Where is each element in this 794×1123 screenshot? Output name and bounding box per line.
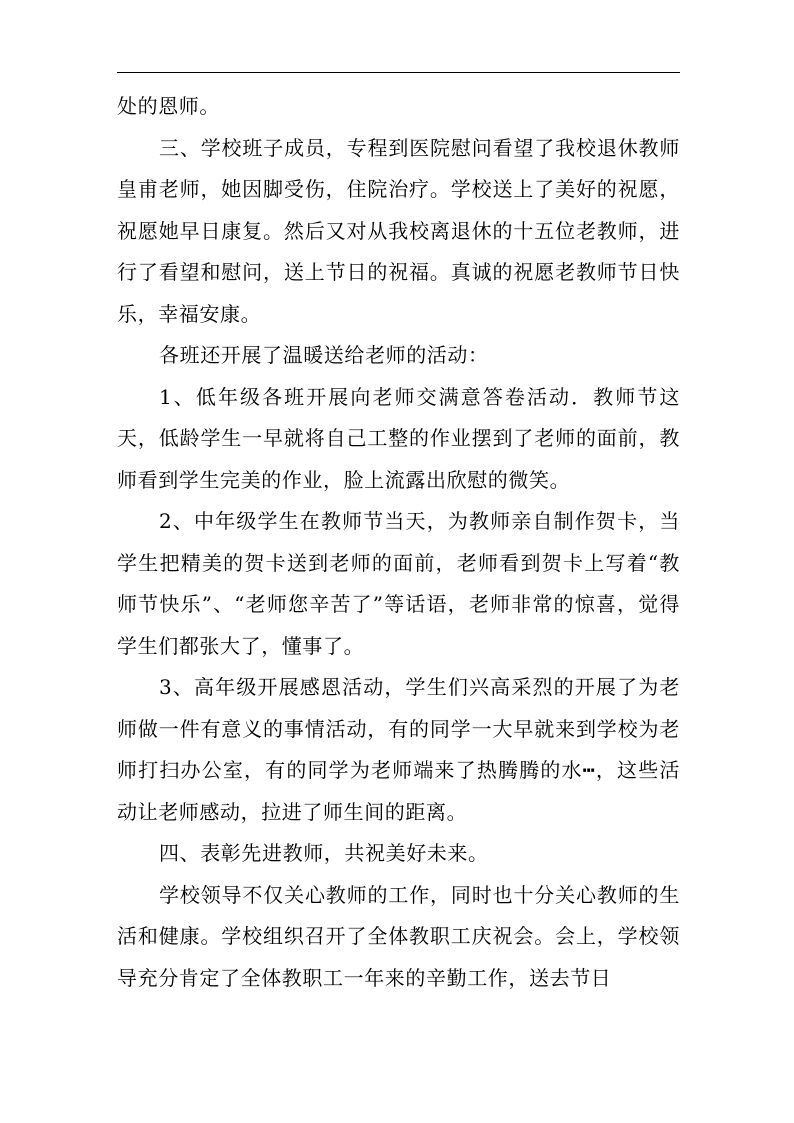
paragraph: 三、学校班子成员，专程到医院慰问看望了我校退休教师皇甫老师，她因脚受伤，住院治疗。学校送上了美好的祝愿，祝愿她早日康复。然后又对从我校离退休的十五位老教师，进行了看望和慰问，送上节日的祝福。真诚的祝愿老教师节日快乐，幸福安康。	[117, 135, 680, 326]
paragraph: 处的恩师。	[117, 94, 220, 118]
paragraph: 四、表彰先进教师，共祝美好未来。	[159, 841, 489, 865]
document-body	[117, 86, 680, 999]
paragraph: 1、低年级各班开展向老师交满意答卷活动．教师节这天，低龄学生一早就将自己工整的作业摆到了老师的面前，教师看到学生完美的作业，脸上流露出欣慰的微笑。	[117, 384, 680, 492]
header-rule	[117, 72, 680, 73]
paragraph: 各班还开展了温暖送给老师的活动：	[159, 343, 489, 367]
paragraph: 学校领导不仅关心教师的工作，同时也十分关心教师的生活和健康。学校组织召开了全体教职工庆祝会。会上，学校领导充分肯定了全体教职工一年来的辛勤工作，送去节日	[117, 882, 680, 990]
paragraph: 2、中年级学生在教师节当天，为教师亲自制作贺卡，当学生把精美的贺卡送到老师的面前，老师看到贺卡上写着“教师节快乐”、“老师您辛苦了”等话语，老师非常的惊喜，觉得学生们都张大了，懂事了。	[117, 509, 680, 658]
paragraph: 3、高年级开展感恩活动，学生们兴高采烈的开展了为老师做一件有意义的事情活动，有的同学一大早就来到学校为老师打扫办公室，有的同学为老师端来了热腾腾的水┅，这些活动让老师感动，拉进了师生间的距离。	[117, 675, 680, 824]
